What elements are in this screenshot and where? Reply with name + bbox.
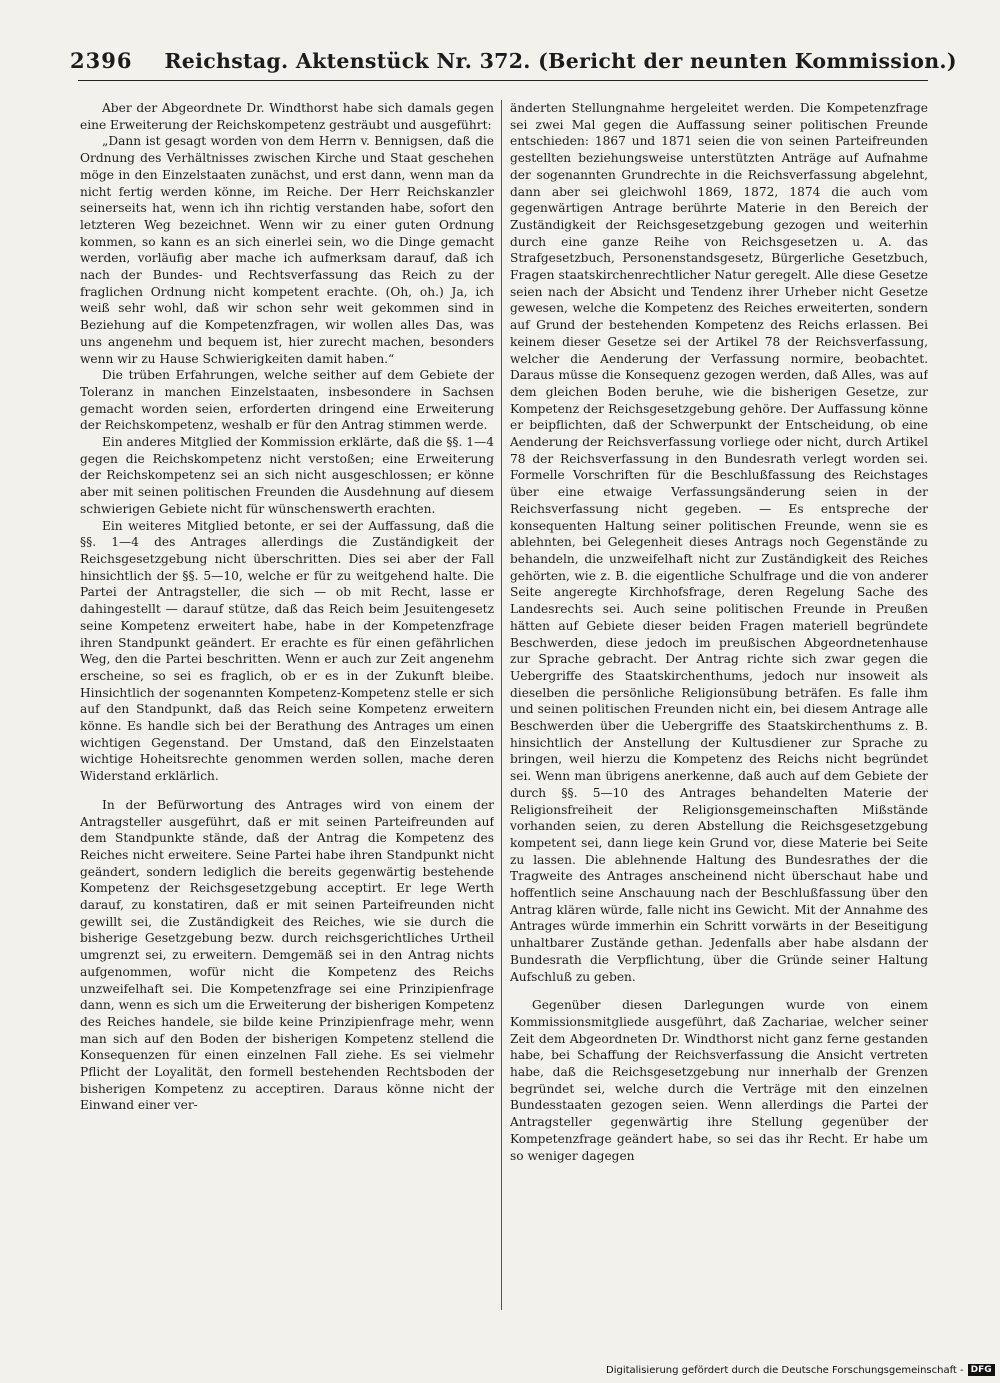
paragraph: Ein weiteres Mitglied betonte, er sei der Auffassung, daß die §§. 1—4 des Antrages allerdings die Zuständigkeit der Reichsgesetzgebung nicht überschritten. Dies sei aber der Fall hinsichtlich der §§. 5—10, welche er für zu weitgehend halte. Die Partei der Antragsteller, die sich — ob mit Recht, lasse er dahingestellt — darauf stütze, daß das Reich beim Jesuitengesetz seine Kompetenz erweitert habe, habe in der Kompetenzfrage ihren Standpunkt geändert. Er erachte es für einen gefährlichen Weg, den die Partei beschritten. Wenn er auch zur Zeit angenehm erscheine, so sei es fraglich, ob er es in der Zukunft bleibe. Hinsichtlich der sogenannten Kompetenz-Kompetenz stelle er sich auf den Standpunkt, daß das Reich seine Kompetenz erweitern könne. Es handle sich bei der Berathung des Antrages um einen wichtigen Gegenstand. Der Umstand, daß den Einzelstaaten wichtige Hoheitsrechte genommen werden sollen, mache deren Widerstand erklärlich.: [80, 518, 494, 784]
paragraph: änderten Stellungnahme hergeleitet werden. Die Kompetenzfrage sei zwei Mal gegen die Auffassung seiner politischen Freunde entschieden: 1867 und 1871 seien die von seinen Parteifreunden gestellten beziehungsweise unterstützten Anträge auf Aufnahme der sogenannten Grundrechte in die Reichsverfassung abgelehnt, dann aber sei gleichwohl 1869, 1872, 1874 die auch vom gegenwärtigen Antrage berührte Materie in den Bereich der Zuständigkeit der Reichsgesetzgebung gezogen und weiterhin durch eine ganze Reihe von Reichsgesetzen u. A. das Strafgesetzbuch, Personenstandsgesetz, Bürgerliche Gesetzbuch, Fragen staatskirchenrechtlicher Natur geregelt. Alle diese Gesetze seien nach der Absicht und Tendenz ihrer Urheber nicht Gesetze gewesen, welche die Kompetenz des Reiches erweiterten, sondern auf Grund der bestehenden Kompetenz des Reichs erlassen. Bei keinem dieser Gesetze sei der Artikel 78 der Reichsverfassung, welcher die Aenderung der Verfassung normire, beobachtet. Daraus müsse die Konsequenz gezogen werden, daß Alles, was auf dem gleichen Boden beruhe, wie die bisherigen Gesetze, zur Kompetenz der Reichsgesetzgebung gehöre. Der Auffassung könne er beipflichten, daß der Schwerpunkt der Entscheidung, ob eine Aenderung der Reichsverfassung vorliege oder nicht, durch Artikel 78 der Reichsverfassung in den Bundesrath verlegt worden sei. Formelle Vorschriften für die Beschlußfassung des Reichstages über eine etwaige Verfassungsänderung seien in der Reichsverfassung nicht gegeben. — Es entspreche der konsequenten Haltung seiner politischen Freunde, wenn sie es ablehnten, bei Gelegenheit dieses Antrags noch Gegenstände zu behandeln, die unzweifelhaft nicht zur Zuständigkeit des Reiches gehörten, wie z. B. die eigentliche Schulfrage und die von anderer Seite angeregte Kirchhofsfrage, deren Regelung Sache des Landesrechts sei. Auch seine politischen Freunde in Preußen hätten auf Gebiete dieser beiden Fragen materiell begründete Beschwerden, diese jedoch im preußischen Abgeordnetenhause zur Sprache gebracht. Der Antrag richte sich zwar gegen die Uebergriffe des Staatskirchenthums, jedoch nur insoweit als dieselben die persönliche Religionsübung beträfen. Es falle ihm und seinen politischen Freunden nicht ein, bei diesem Antrage alle Beschwerden über die Uebergriffe des Staatskirchenthums z. B. hinsichtlich der Anstellung der Kultusdiener zur Sprache zu bringen, weil hierzu die Kompetenz des Reichs nicht begründet sei. Wenn man übrigens anerkenne, daß auch auf dem Gebiete der durch §§. 5—10 des Antrages behandelten Materie der Religionsfreiheit der Religionsgemeinschaften Mißstände vorhanden seien, zu deren Abstellung die Reichsgesetzgebung kompetent sei, dann liege kein Grund vor, diese Materie bei Seite zu lassen. Die ablehnende Haltung des Bundesrathes der die Tragweite des Antrages anscheinend nicht überschaut habe und hoffentlich seine Anschauung nach der Beschlußfassung über den Antrag klären würde, falle nicht ins Gewicht. Mit der Annahme des Antrages würde immerhin ein Schritt vorwärts in der Beseitigung unhaltbarer Zustände gethan. Jedenfalls aber habe alsdann der Bundesrath die Verpflichtung, über die Gründe seiner Haltung Aufschluß zu geben.: [510, 101, 928, 984]
paragraph: Ein anderes Mitglied der Kommission erklärte, daß die §§. 1—4 gegen die Reichskompetenz nicht verstoßen; eine Erweiterung der Reichskompetenz sei an sich nicht ausgeschlossen; er könne aber mit seinen politischen Freunden die Ausdehnung auf diesem schwierigen Gebiete nicht für wünschenswerth erachten.: [80, 435, 494, 516]
dfg-logo: DFG: [968, 1364, 995, 1376]
page-number: 2396: [70, 48, 133, 73]
page-header: [70, 48, 957, 81]
footer-text: Digitalisierung gefördert durch die Deutsche Forschungsgemeinschaft -: [606, 1364, 964, 1376]
paragraph: Gegenüber diesen Darlegungen wurde von einem Kommissionsmitgliede ausgeführt, daß Zachariae, welcher seiner Zeit dem Abgeordneten Dr. Windthorst nicht ganz ferne gestanden habe, bei Schaffung der Reichsverfassung die Ansicht vertreten habe, daß die Reichsgesetzgebung nur innerhalb der Grenzen begründet sei, welche durch die Verträge mit den einzelnen Bundesstaaten gezogen seien. Wenn allerdings die Partei der Antragsteller gegenwärtig ihre Stellung gegenüber der Kompetenzfrage geändert habe, so sei das ihr Recht. Er habe um so weniger dagegen: [510, 998, 928, 1163]
column-divider: [501, 100, 502, 1310]
paragraph: Die trüben Erfahrungen, welche seither auf dem Gebiete der Toleranz in manchen Einzelstaaten, insbesondere in Sachsen gemacht worden seien, erforderten dringend eine Erweiterung der Reichskompetenz, weshalb er für den Antrag stimmen werde.: [80, 368, 494, 433]
paragraph: Aber der Abgeordnete Dr. Windthorst habe sich damals gegen eine Erweiterung der Reichskompetenz gesträubt und ausgeführt:: [80, 101, 494, 132]
footer-credit: [606, 1364, 995, 1376]
text-columns: [80, 100, 930, 1310]
left-column: [80, 100, 494, 1310]
running-title: Reichstag. Aktenstück Nr. 372. (Bericht der neunten Kommission.): [164, 49, 957, 73]
quote-paragraph: „Dann ist gesagt worden von dem Herrn v. Bennigsen, daß die Ordnung des Verhältnisses zwischen Kirche und Staat geschehen möge in den Einzelstaaten zunächst, und erst dann, wenn man da nicht fertig werden könne, im Reiche. Der Herr Reichskanzler seinerseits hat, wenn ich ihn richtig verstanden habe, sofort den letzteren Weg bezeichnet. Wenn wir zu einer guten Ordnung kommen, so kann es an sich einerlei sein, wo die Dinge gemacht werden, vorläufig aber mache ich aufmerksam darauf, daß ich nach der Bundes- und Rechtsverfassung das Reich zu der fraglichen Ordnung nicht kompetent erachte. (Oh, oh.) Ja, ich weiß sehr wohl, daß wir schon sehr weit gekommen sind in Beziehung auf die Kompetenzfragen, wir wollen alles Das, was uns angenehm und bequem ist, hier zurecht machen, besonders wenn wir zu Hause Schwierigkeiten damit haben.“: [80, 134, 494, 366]
paragraph: In der Befürwortung des Antrages wird von einem der Antragsteller ausgeführt, daß er mit seinen Parteifreunden auf dem Standpunkte stände, daß der Antrag die Kompetenz des Reiches nicht erweitere. Seine Partei habe ihren Standpunkt nicht geändert, sondern lediglich die bereits gegenwärtig bestehende Kompetenz der Reichsgesetzgebung acceptirt. Er lege Werth darauf, zu konstatiren, daß er mit seinen Parteifreunden nicht gewillt sei, die Zuständigkeit des Reiches, wie sie durch die bisherige Gesetzgebung bezw. durch reichsgerichtliches Urtheil umgrenzt sei, zu erweitern. Demgemäß sei in den Antrag nichts aufgenommen, wofür nicht die Kompetenz des Reichs unzweifelhaft sei. Die Kompetenzfrage sei eine Prinzipienfrage dann, wenn es sich um die Erweiterung der bisherigen Kompetenz des Reiches handele, sie bilde keine Prinzipienfrage mehr, wenn man sich auf den Boden der bisherigen Kompetenz stellend die Konsequenzen für einen einzelnen Fall ziehe. Es sei vielmehr Pflicht der Loyalität, den formell bestehenden Rechtsboden der bisherigen Kompetenz zu acceptiren. Daraus könne nicht der Einwand einer ver-: [80, 797, 494, 1113]
right-column: [510, 100, 928, 1310]
